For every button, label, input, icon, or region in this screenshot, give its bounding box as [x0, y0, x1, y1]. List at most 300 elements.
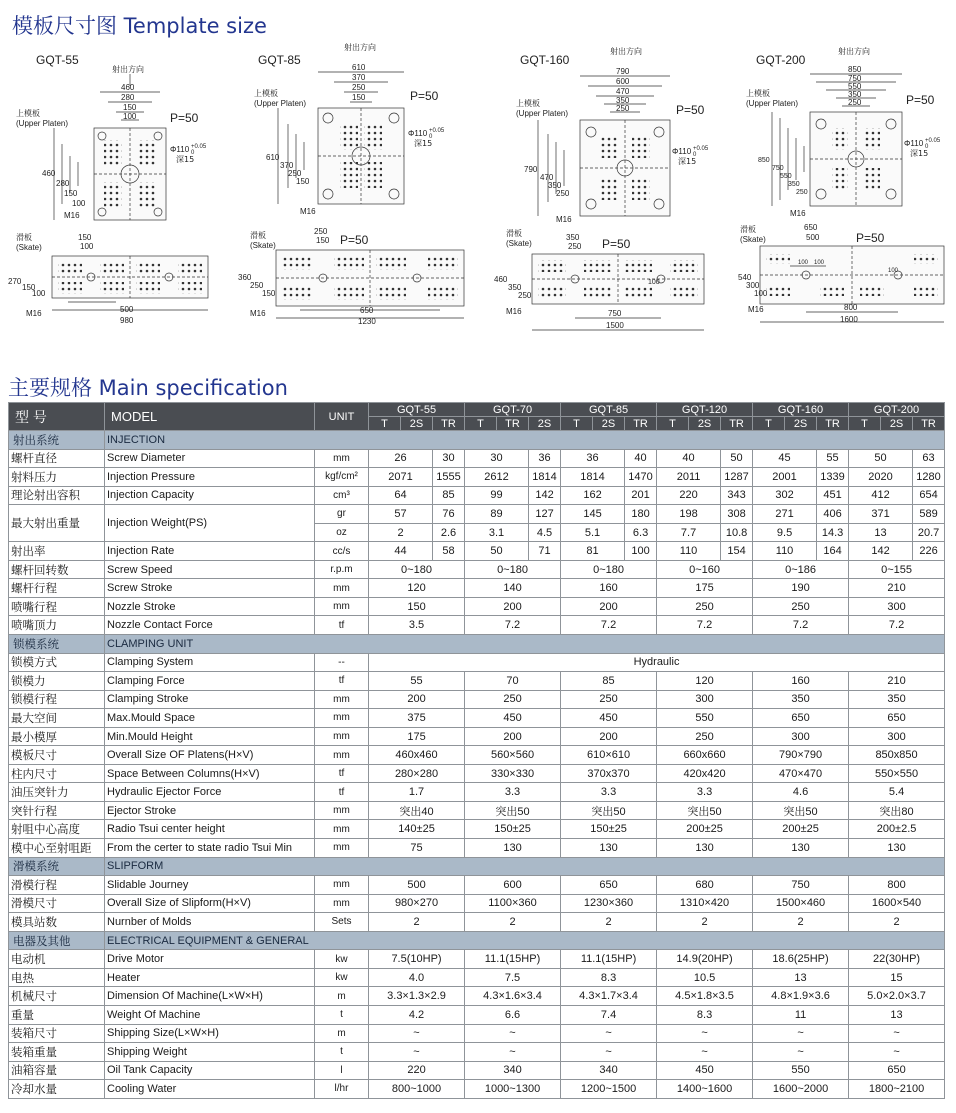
spec-unit: t [315, 1043, 369, 1062]
spec-unit: m [315, 1024, 369, 1043]
gqt160-sw1: 750 [608, 309, 622, 318]
spec-value: ~ [849, 1024, 945, 1043]
spec-value: ~ [657, 1024, 753, 1043]
header-variant: 2S [881, 417, 913, 431]
spec-value: 1814 [561, 468, 625, 487]
gqt200-sw1: 800 [844, 303, 858, 312]
spec-value: 160 [753, 672, 849, 691]
spec-value: ~ [369, 1043, 465, 1062]
spec-value: 4.6 [753, 783, 849, 802]
spec-value: 460x460 [369, 746, 465, 765]
spec-value: 470×470 [753, 764, 849, 783]
spec-unit: mm [315, 690, 369, 709]
spec-label-en: Weight Of Machine [105, 1005, 315, 1024]
header-model: MODEL [105, 403, 315, 431]
gqt55-hole: Φ110 [170, 145, 190, 154]
gqt200-h2: 750 [772, 165, 784, 172]
spec-value: 650 [849, 709, 945, 728]
gqt160-tol: +0.05 [693, 146, 709, 152]
spec-value: 4.5 [529, 523, 561, 542]
spec-label-en: Injection Capacity [105, 486, 315, 505]
spec-value: 7.4 [561, 1005, 657, 1024]
header-model-name: GQT-200 [849, 403, 945, 417]
spec-unit: m [315, 987, 369, 1006]
spec-value: 0~155 [849, 560, 945, 579]
spec-value: 2 [561, 913, 657, 932]
spec-value: 14.9(20HP) [657, 950, 753, 969]
spec-value: 271 [753, 505, 817, 524]
spec-label-en: Shipping Size(L×W×H) [105, 1024, 315, 1043]
table-row [9, 468, 945, 487]
spec-value: 600 [465, 876, 561, 895]
spec-value: 343 [721, 486, 753, 505]
spec-value: 1000~1300 [465, 1080, 561, 1099]
gqt85-tol: +0.05 [429, 128, 445, 134]
header-model-name: GQT-120 [657, 403, 753, 417]
spec-value: 550 [657, 709, 753, 728]
spec-value: 750 [753, 876, 849, 895]
spec-unit: mm [315, 820, 369, 839]
spec-label-cn: 柱内尺寸 [9, 764, 105, 783]
gqt55-h1: 460 [42, 169, 56, 178]
header-cn: 型 号 [9, 403, 105, 431]
spec-value: 450 [657, 1061, 753, 1080]
gqt200-sw2: 1600 [840, 315, 858, 324]
gqt55-drawing [16, 53, 207, 220]
gqt85-hole: Φ110 [408, 129, 428, 138]
spec-value: 6.6 [465, 1005, 561, 1024]
gqt160-w5: 250 [616, 104, 630, 113]
spec-label-cn: 电动机 [9, 950, 105, 969]
gqt85-w3: 250 [352, 83, 366, 92]
table-row [9, 894, 945, 913]
spec-unit: cc/s [315, 542, 369, 561]
spec-label-en: Nurnber of Molds [105, 913, 315, 932]
gqt160-upper-cn: 上模板 [516, 99, 540, 108]
spec-value: 560×560 [465, 746, 561, 765]
spec-unit: tf [315, 616, 369, 635]
spec-label-cn: 滑模行程 [9, 876, 105, 895]
spec-value: 660x660 [657, 746, 753, 765]
spec-label-cn: 最小模厚 [9, 727, 105, 746]
spec-value: 375 [369, 709, 465, 728]
spec-value: 3.1 [465, 523, 529, 542]
spec-unit: mm [315, 597, 369, 616]
spec-value: ~ [369, 1024, 465, 1043]
spec-value: 250 [657, 597, 753, 616]
spec-value: 110 [753, 542, 817, 561]
spec-value: 89 [465, 505, 529, 524]
gqt160-h2: 470 [540, 173, 554, 182]
spec-label-en: Injection Rate [105, 542, 315, 561]
spec-unit: kw [315, 968, 369, 987]
spec-value: 550 [753, 1061, 849, 1080]
gqt160-h4: 250 [556, 189, 570, 198]
spec-value: 200 [561, 597, 657, 616]
spec-label-en: Radio Tsui center height [105, 820, 315, 839]
gqt160-w4: 350 [616, 96, 630, 105]
gqt200-w4: 350 [848, 90, 862, 99]
spec-label-en: Space Between Columns(H×V) [105, 764, 315, 783]
spec-unit: cm³ [315, 486, 369, 505]
section-title-en: CLAMPING UNIT [105, 635, 945, 654]
spec-value: 200±25 [753, 820, 849, 839]
spec-value: 2.6 [433, 523, 465, 542]
spec-value: 57 [369, 505, 433, 524]
template-size-title: 模板尺寸图 Template size [12, 14, 267, 38]
spec-value: 40 [657, 449, 721, 468]
section-row [9, 635, 945, 654]
spec-value: 210 [849, 579, 945, 598]
spec-value: 2 [369, 913, 465, 932]
spec-value: 36 [529, 449, 561, 468]
gqt200-skate-en: (Skate) [740, 235, 766, 244]
spec-value: ~ [561, 1043, 657, 1062]
spec-value: 130 [753, 839, 849, 858]
spec-value: 220 [657, 486, 721, 505]
table-row [9, 690, 945, 709]
table-row [9, 801, 945, 820]
gqt200-upper-en: (Upper Platen) [746, 99, 799, 108]
spec-value: 162 [561, 486, 625, 505]
gqt160-h3: 350 [548, 181, 562, 190]
spec-value: 30 [465, 449, 529, 468]
spec-value: 3.3 [465, 783, 561, 802]
header-variant: TR [817, 417, 849, 431]
gqt200-upper-cn: 上模板 [746, 89, 770, 98]
spec-value: 550×550 [849, 764, 945, 783]
spec-value: 370x370 [561, 764, 657, 783]
spec-label-en: Heater [105, 968, 315, 987]
gqt160-sv: 100 [648, 279, 660, 286]
gqt55-sw1: 500 [120, 305, 134, 314]
spec-unit: oz [315, 523, 369, 542]
spec-unit: l/hr [315, 1080, 369, 1099]
spec-unit: tf [315, 672, 369, 691]
spec-value: 175 [657, 579, 753, 598]
table-row [9, 1024, 945, 1043]
gqt160-sh2: 350 [508, 283, 522, 292]
spec-unit: mm [315, 727, 369, 746]
gqt85-sm16: M16 [250, 309, 266, 318]
gqt85-upper-en: (Upper Platen) [254, 99, 307, 108]
spec-value: ~ [753, 1043, 849, 1062]
gqt85-s1: 250 [314, 227, 328, 236]
table-row [9, 505, 945, 524]
spec-value: 500 [369, 876, 465, 895]
header-variant: 2S [689, 417, 721, 431]
gqt55-name: GQT-55 [36, 53, 79, 67]
spec-unit: mm [315, 709, 369, 728]
gqt160-drawing [516, 46, 709, 224]
spec-label-cn: 螺杆直径 [9, 449, 105, 468]
gqt160-sh3: 250 [518, 291, 532, 300]
gqt55-p: P=50 [170, 111, 199, 125]
gqt200-skate-cn: 滑板 [740, 225, 756, 234]
spec-value: 1600~2000 [753, 1080, 849, 1099]
spec-label-cn: 锁模方式 [9, 653, 105, 672]
table-row [9, 486, 945, 505]
spec-value: 4.3×1.6×3.4 [465, 987, 561, 1006]
spec-value: 10.5 [657, 968, 753, 987]
gqt160-w1: 790 [616, 67, 630, 76]
spec-value: 200 [465, 727, 561, 746]
spec-value: 200 [561, 727, 657, 746]
header-variant: TR [625, 417, 657, 431]
table-row [9, 1005, 945, 1024]
table-row [9, 672, 945, 691]
table-row [9, 820, 945, 839]
spec-unit: gr [315, 505, 369, 524]
header-variant: 2S [593, 417, 625, 431]
gqt85-sw2: 1230 [358, 317, 376, 326]
spec-label-en: From the certer to state radio Tsui Min [105, 839, 315, 858]
gqt200-sm16: M16 [748, 305, 764, 314]
gqt85-sh3: 150 [262, 289, 276, 298]
spec-value: ~ [657, 1043, 753, 1062]
table-row [9, 542, 945, 561]
spec-value: 1310×420 [657, 894, 753, 913]
spec-value: 300 [849, 597, 945, 616]
spec-label-en: Nozzle Stroke [105, 597, 315, 616]
gqt200-dir: 射出方向 [838, 47, 870, 56]
spec-value: 302 [753, 486, 817, 505]
table-row [9, 449, 945, 468]
gqt200-name: GQT-200 [756, 53, 806, 67]
gqt55-upper-cn: 上模板 [16, 109, 40, 118]
gqt200-w2: 750 [848, 74, 862, 83]
spec-value: 26 [369, 449, 433, 468]
header-variant: TR [433, 417, 465, 431]
spec-value: 11.1(15HP) [465, 950, 561, 969]
spec-label-en: Clamping Force [105, 672, 315, 691]
header-model-name: GQT-55 [369, 403, 465, 417]
spec-value: 127 [529, 505, 561, 524]
gqt200-p: P=50 [906, 93, 935, 107]
spec-value: 120 [657, 672, 753, 691]
gqt160-name: GQT-160 [520, 53, 570, 67]
spec-value: 226 [913, 542, 945, 561]
spec-value: 220 [369, 1061, 465, 1080]
spec-value: 110 [657, 542, 721, 561]
spec-value: 350 [753, 690, 849, 709]
spec-value: 1400~1600 [657, 1080, 753, 1099]
spec-value: 7.2 [657, 616, 753, 635]
spec-value: 2 [849, 913, 945, 932]
spec-value: 0~180 [369, 560, 465, 579]
spec-value: 36 [561, 449, 625, 468]
gqt85-h4: 150 [296, 177, 310, 186]
spec-value: 190 [753, 579, 849, 598]
spec-value: 7.7 [657, 523, 721, 542]
spec-value: 300 [849, 727, 945, 746]
spec-unit: kw [315, 950, 369, 969]
spec-value: 44 [369, 542, 433, 561]
spec-body [9, 431, 945, 1099]
spec-value: Hydraulic [369, 653, 945, 672]
spec-value: 2001 [753, 468, 817, 487]
gqt55-w1: 460 [121, 83, 135, 92]
spec-unit: mm [315, 876, 369, 895]
spec-value: 13 [849, 1005, 945, 1024]
spec-value: 7.2 [465, 616, 561, 635]
spec-value: ~ [465, 1043, 561, 1062]
spec-value: 2 [657, 913, 753, 932]
gqt85-m16: M16 [300, 207, 316, 216]
gqt200-s1: 650 [804, 223, 818, 232]
gqt200-sh1: 540 [738, 273, 752, 282]
spec-value: 154 [721, 542, 753, 561]
spec-label-cn: 模板尺寸 [9, 746, 105, 765]
spec-value: 800 [849, 876, 945, 895]
gqt160-sp: P=50 [602, 237, 631, 251]
spec-label-cn: 喷嘴行程 [9, 597, 105, 616]
table-row [9, 913, 945, 932]
spec-value: 142 [849, 542, 913, 561]
spec-label-cn: 模中心至射咀距 [9, 839, 105, 858]
spec-label-en: Screw Stroke [105, 579, 315, 598]
spec-value: 300 [753, 727, 849, 746]
section-title-cn: 锁模系统 [9, 635, 105, 654]
gqt55-w3: 150 [123, 103, 137, 112]
spec-label-cn: 理论射出容积 [9, 486, 105, 505]
table-row [9, 746, 945, 765]
spec-value: 145 [561, 505, 625, 524]
spec-value: 45 [753, 449, 817, 468]
spec-value: 22(30HP) [849, 950, 945, 969]
template-drawings-svg [0, 40, 956, 340]
spec-value: 81 [561, 542, 625, 561]
spec-value: 7.2 [561, 616, 657, 635]
gqt200-sp: P=50 [856, 231, 885, 245]
gqt85-tol0: 0 [429, 134, 433, 140]
spec-value: ~ [561, 1024, 657, 1043]
spec-value: 7.5 [465, 968, 561, 987]
spec-value: 371 [849, 505, 913, 524]
spec-unit: mm [315, 746, 369, 765]
table-row [9, 764, 945, 783]
gqt85-s2: 150 [316, 236, 330, 245]
gqt55-dir: 射出方向 [112, 65, 144, 74]
spec-value: 589 [913, 505, 945, 524]
gqt160-p: P=50 [676, 103, 705, 117]
gqt200-h4: 350 [788, 181, 800, 188]
spec-value: 40 [625, 449, 657, 468]
gqt160-skate [494, 228, 704, 330]
spec-value: 0~160 [657, 560, 753, 579]
spec-value: 420x420 [657, 764, 753, 783]
spec-value: 0~180 [561, 560, 657, 579]
gqt55-sm16: M16 [26, 309, 42, 318]
gqt200-sv1: 100 [798, 260, 809, 266]
gqt55-h4: 100 [72, 199, 86, 208]
header-row [9, 403, 945, 417]
header-variant: TR [497, 417, 529, 431]
gqt85-sp: P=50 [340, 233, 369, 247]
spec-value: 1800~2100 [849, 1080, 945, 1099]
spec-unit: Sets [315, 913, 369, 932]
gqt200-skate [738, 223, 944, 324]
spec-value: 650 [753, 709, 849, 728]
gqt160-dir: 射出方向 [610, 47, 642, 56]
spec-label-en: Overall Size of Slipform(H×V) [105, 894, 315, 913]
spec-value: 250 [753, 597, 849, 616]
spec-label-en: Injection Weight(PS) [105, 505, 315, 542]
spec-label-cn: 射料压力 [9, 468, 105, 487]
spec-value: 280×280 [369, 764, 465, 783]
spec-value: 5.0×2.0×3.7 [849, 987, 945, 1006]
gqt55-tol: +0.05 [191, 144, 207, 150]
spec-value: 610×610 [561, 746, 657, 765]
spec-value: 突出80 [849, 801, 945, 820]
gqt55-h3: 150 [64, 189, 78, 198]
spec-label-en: Oil Tank Capacity [105, 1061, 315, 1080]
spec-value: 1555 [433, 468, 465, 487]
spec-value: 11 [753, 1005, 849, 1024]
spec-value: 1280 [913, 468, 945, 487]
gqt55-skate [8, 232, 208, 325]
spec-value: 330×330 [465, 764, 561, 783]
spec-value: 175 [369, 727, 465, 746]
spec-value: 6.3 [625, 523, 657, 542]
spec-value: 650 [849, 1061, 945, 1080]
gqt85-h3: 250 [288, 169, 302, 178]
table-row [9, 1061, 945, 1080]
spec-value: 201 [625, 486, 657, 505]
gqt55-s2: 100 [80, 242, 94, 251]
gqt55-s1: 150 [78, 233, 92, 242]
spec-unit: r.p.m [315, 560, 369, 579]
spec-value: 1339 [817, 468, 849, 487]
spec-label-en: Min.Mould Height [105, 727, 315, 746]
header-variant: TR [913, 417, 945, 431]
gqt160-tol0: 0 [693, 152, 697, 158]
spec-value: 7.2 [753, 616, 849, 635]
spec-value: 58 [433, 542, 465, 561]
spec-label-cn: 突针行程 [9, 801, 105, 820]
gqt55-tol0: 0 [191, 150, 195, 156]
section-title-en: ELECTRICAL EQUIPMENT & GENERAL [105, 931, 945, 950]
main-spec-title: 主要规格 Main specification [8, 376, 288, 400]
gqt160-sh1: 460 [494, 275, 508, 284]
header-model-name: GQT-85 [561, 403, 657, 417]
spec-value: 1814 [529, 468, 561, 487]
gqt85-upper-cn: 上模板 [254, 89, 278, 98]
gqt200-h1: 850 [758, 157, 770, 164]
spec-value: 0~186 [753, 560, 849, 579]
spec-label-cn: 螺杆行程 [9, 579, 105, 598]
gqt55-sh2: 150 [22, 283, 36, 292]
header-unit: UNIT [315, 403, 369, 431]
spec-value: 76 [433, 505, 465, 524]
gqt55-sh3: 100 [32, 289, 46, 298]
spec-value: 4.2 [369, 1005, 465, 1024]
gqt85-p: P=50 [410, 89, 439, 103]
gqt55-m16: M16 [64, 211, 80, 220]
gqt200-sh2: 300 [746, 281, 760, 290]
gqt160-sw2: 1500 [606, 321, 624, 330]
spec-unit: -- [315, 653, 369, 672]
spec-label-cn: 装箱尺寸 [9, 1024, 105, 1043]
gqt160-skate-en: (Skate) [506, 239, 532, 248]
gqt85-h1: 610 [266, 153, 280, 162]
gqt55-h2: 280 [56, 179, 70, 188]
spec-value: 99 [465, 486, 529, 505]
spec-value: 55 [817, 449, 849, 468]
table-row [9, 968, 945, 987]
spec-unit: tf [315, 783, 369, 802]
gqt55-sh1: 270 [8, 277, 22, 286]
